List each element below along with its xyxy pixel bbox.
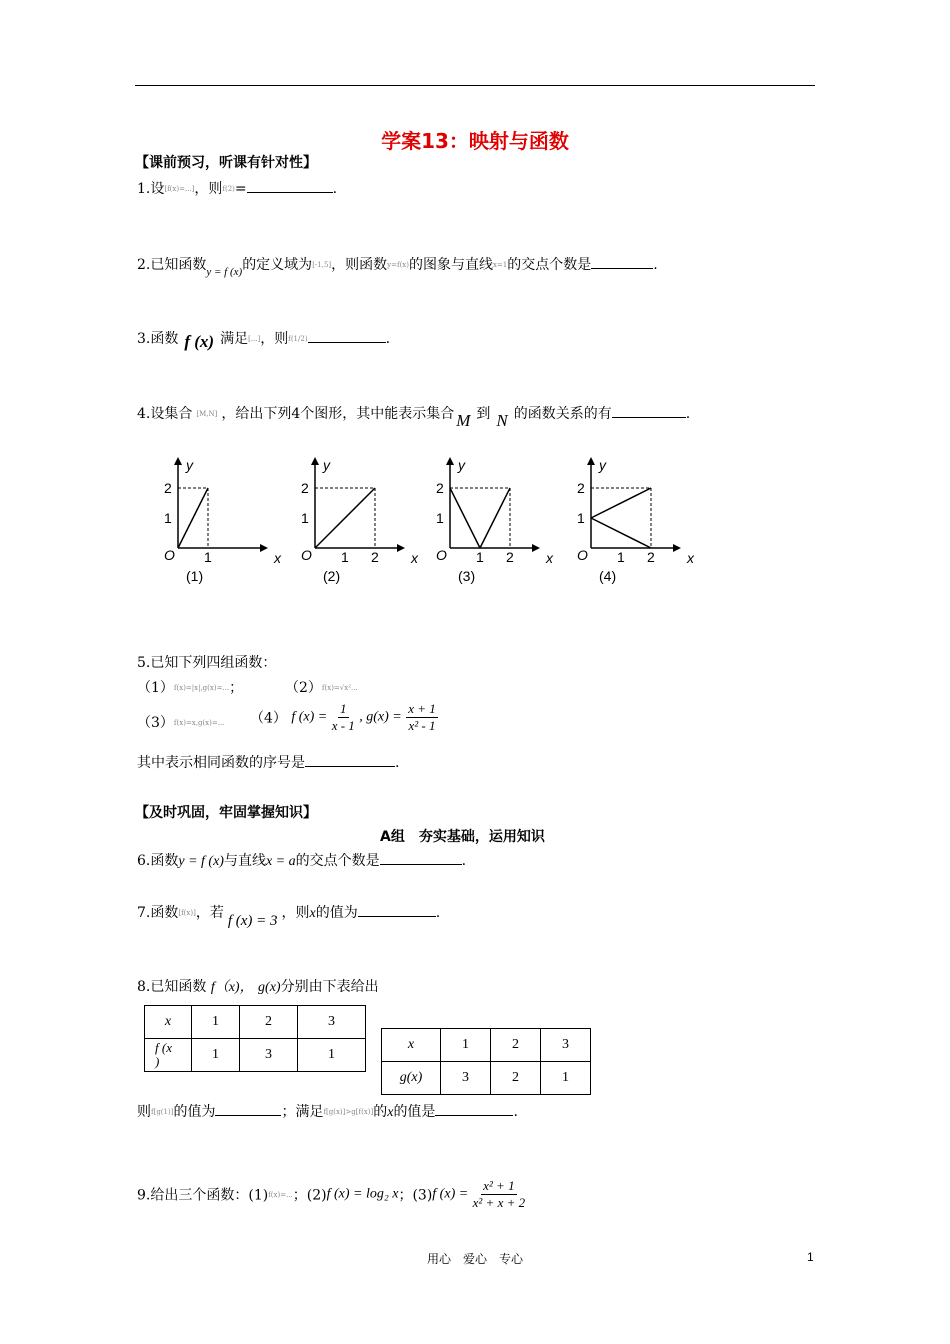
fraction: $\frac{\text{x² + 1}}{\text{x² + x + 2}}$ bbox=[472, 1178, 526, 1210]
answer-blank[interactable] bbox=[612, 403, 686, 418]
graph-label: (4) bbox=[599, 568, 617, 584]
table-row: g(x) 3 2 1 bbox=[382, 1062, 591, 1095]
x-axis-label: x bbox=[687, 550, 694, 566]
question-1: 1.设[f(x)=...]，则f(2)= . bbox=[137, 178, 337, 198]
mapping-line bbox=[450, 488, 480, 548]
y-tick-label: 1 bbox=[436, 510, 444, 526]
mapping-line bbox=[315, 488, 375, 548]
question-2: 2.已知函数$_{y = f (x)}$的定义域为[-1,5]，则函数y=f(x)的图象与直线x=1的交点个数是 . bbox=[137, 254, 658, 278]
footer-slogan: 用心 爱心 专心 bbox=[426, 1252, 523, 1266]
table-g bbox=[381, 1028, 591, 1095]
question-4: 4.设集合 [M,N] ，给出下列4个图形，其中能表示集合 M 到 N 的函数关系的有 . bbox=[137, 403, 690, 431]
answer-blank[interactable] bbox=[247, 178, 333, 193]
table-f bbox=[144, 1005, 366, 1072]
graph-4 bbox=[573, 452, 703, 592]
answer-blank[interactable] bbox=[380, 850, 462, 865]
origin-label: O bbox=[577, 547, 588, 563]
q5-item-2: （2）f(x)=√x²... bbox=[285, 680, 358, 696]
graph-2 bbox=[297, 452, 427, 592]
top-rule bbox=[135, 85, 815, 86]
x-axis-arrow bbox=[260, 544, 268, 552]
y-axis-arrow bbox=[311, 457, 319, 465]
formula-placeholder: x=1 bbox=[492, 261, 508, 269]
mapping-line bbox=[591, 488, 651, 518]
origin-label: O bbox=[164, 547, 175, 563]
formula-placeholder: [f(x)] bbox=[178, 909, 196, 917]
answer-blank[interactable] bbox=[591, 254, 653, 269]
section-heading-review: 【及时巩固，牢固掌握知识】 bbox=[135, 805, 317, 821]
y-tick-label: 2 bbox=[436, 480, 444, 496]
answer-blank[interactable] bbox=[435, 1101, 513, 1116]
x-axis-arrow bbox=[673, 544, 681, 552]
formula-placeholder: [f(x)=...] bbox=[164, 185, 195, 193]
x-axis-label: x bbox=[546, 550, 553, 566]
x-tick-label: 2 bbox=[506, 549, 514, 565]
formula-placeholder: f(2) bbox=[222, 185, 235, 193]
y-axis-label: y bbox=[323, 457, 330, 473]
formula-placeholder: [M,N] bbox=[196, 410, 218, 418]
y-tick-label: 1 bbox=[577, 510, 585, 526]
question-8b: 则f[g(1)]的值为 ；满足f[g(x)]>g[f(x)]的x的值是 . bbox=[137, 1101, 518, 1121]
y-tick-label: 1 bbox=[164, 510, 172, 526]
graph-3 bbox=[432, 452, 562, 592]
formula-placeholder: y=f(x) bbox=[387, 261, 409, 269]
fraction: $\frac{1}{x - 1}$ bbox=[331, 701, 355, 733]
x-tick-label: 1 bbox=[617, 549, 625, 565]
formula-placeholder: f(1/2) bbox=[288, 335, 308, 343]
q5-question: 其中表示相同函数的序号是 . bbox=[137, 752, 399, 772]
mapping-line bbox=[480, 488, 510, 548]
y-tick-label: 2 bbox=[164, 480, 172, 496]
y-axis-label: y bbox=[458, 457, 465, 473]
graph-label: (3) bbox=[458, 568, 476, 584]
formula-placeholder: f(x)=√x²... bbox=[321, 684, 358, 692]
y-axis-arrow bbox=[446, 457, 454, 465]
y-tick-label: 2 bbox=[577, 480, 585, 496]
question-8: 8.已知函数 f（x)， g(x)分别由下表给出 bbox=[137, 979, 379, 995]
y-tick-label: 1 bbox=[301, 510, 309, 526]
question-9: 9.给出三个函数：(1)f(x)=...；(2)f (x) = log₂ x；(3)f (x) = $\frac{\text{x² + 1}}{\text{x² + x + 2}}$ bbox=[137, 1178, 526, 1210]
answer-blank[interactable] bbox=[308, 328, 386, 343]
question-5-intro: 5.已知下列四组函数： bbox=[137, 655, 277, 671]
graph-label: (1) bbox=[186, 568, 204, 584]
graph-1 bbox=[160, 452, 290, 592]
mapping-line bbox=[591, 518, 651, 548]
y-tick-label: 2 bbox=[301, 480, 309, 496]
x-tick-label: 1 bbox=[204, 549, 212, 565]
question-7: 7.函数[f(x)]，若 f (x) = 3 ，则x的值为 . bbox=[137, 902, 440, 930]
y-axis-arrow bbox=[174, 457, 182, 465]
x-tick-label: 1 bbox=[476, 549, 484, 565]
formula-placeholder: f(x)=|x|,g(x)=... bbox=[173, 684, 230, 692]
x-axis-label: x bbox=[411, 550, 418, 566]
origin-label: O bbox=[301, 547, 312, 563]
x-tick-label: 2 bbox=[647, 549, 655, 565]
formula-placeholder: f[g(x)]>g[f(x)] bbox=[323, 1108, 374, 1116]
x-tick-label: 1 bbox=[341, 549, 349, 565]
x-axis-arrow bbox=[532, 544, 540, 552]
group-heading: A组 夯实基础，运用知识 bbox=[380, 829, 545, 845]
question-6: 6.函数y = f (x)与直线x = a的交点个数是 . bbox=[137, 850, 466, 870]
answer-blank[interactable] bbox=[305, 752, 395, 767]
origin-label: O bbox=[436, 547, 447, 563]
x-axis-arrow bbox=[397, 544, 405, 552]
page-number: 1 bbox=[807, 1250, 814, 1264]
formula-placeholder: f(x)=x,g(x)=... bbox=[173, 719, 225, 727]
table-row: x 1 2 3 bbox=[382, 1029, 591, 1062]
fraction: $\frac{x + 1}{\text{x² - 1}}$ bbox=[408, 701, 436, 733]
graph-label: (2) bbox=[323, 568, 341, 584]
formula-placeholder: [...] bbox=[248, 335, 261, 343]
mapping-line bbox=[178, 488, 208, 548]
answer-blank[interactable] bbox=[215, 1101, 281, 1116]
question-3: 3.函数 f (x) 满足[...]，则f(1/2) . bbox=[137, 328, 390, 352]
table-row: x 1 2 3 bbox=[145, 1006, 366, 1039]
y-axis-label: y bbox=[599, 457, 606, 473]
answer-blank[interactable] bbox=[358, 902, 436, 917]
q5-item-4: （4） f (x) = $\frac{1}{x - 1}$ , g(x) = $\frac{x + 1}{\text{x² - 1}}$ bbox=[250, 701, 436, 733]
formula-placeholder: f(x)=... bbox=[268, 1190, 293, 1199]
q5-item-3: （3）f(x)=x,g(x)=... bbox=[137, 715, 225, 731]
formula-placeholder: [-1,5] bbox=[312, 261, 332, 269]
x-tick-label: 2 bbox=[371, 549, 379, 565]
formula-placeholder: f[g(1)] bbox=[151, 1108, 174, 1116]
page-title: 学案13：映射与函数 bbox=[381, 129, 569, 153]
y-axis-arrow bbox=[587, 457, 595, 465]
x-axis-label: x bbox=[274, 550, 281, 566]
table-row: f (x ) 1 3 1 bbox=[145, 1039, 366, 1072]
q5-item-1: （1）f(x)=|x|,g(x)=...； bbox=[137, 680, 244, 696]
section-heading-preview: 【课前预习，听课有针对性】 bbox=[135, 155, 317, 171]
y-axis-label: y bbox=[186, 457, 193, 473]
